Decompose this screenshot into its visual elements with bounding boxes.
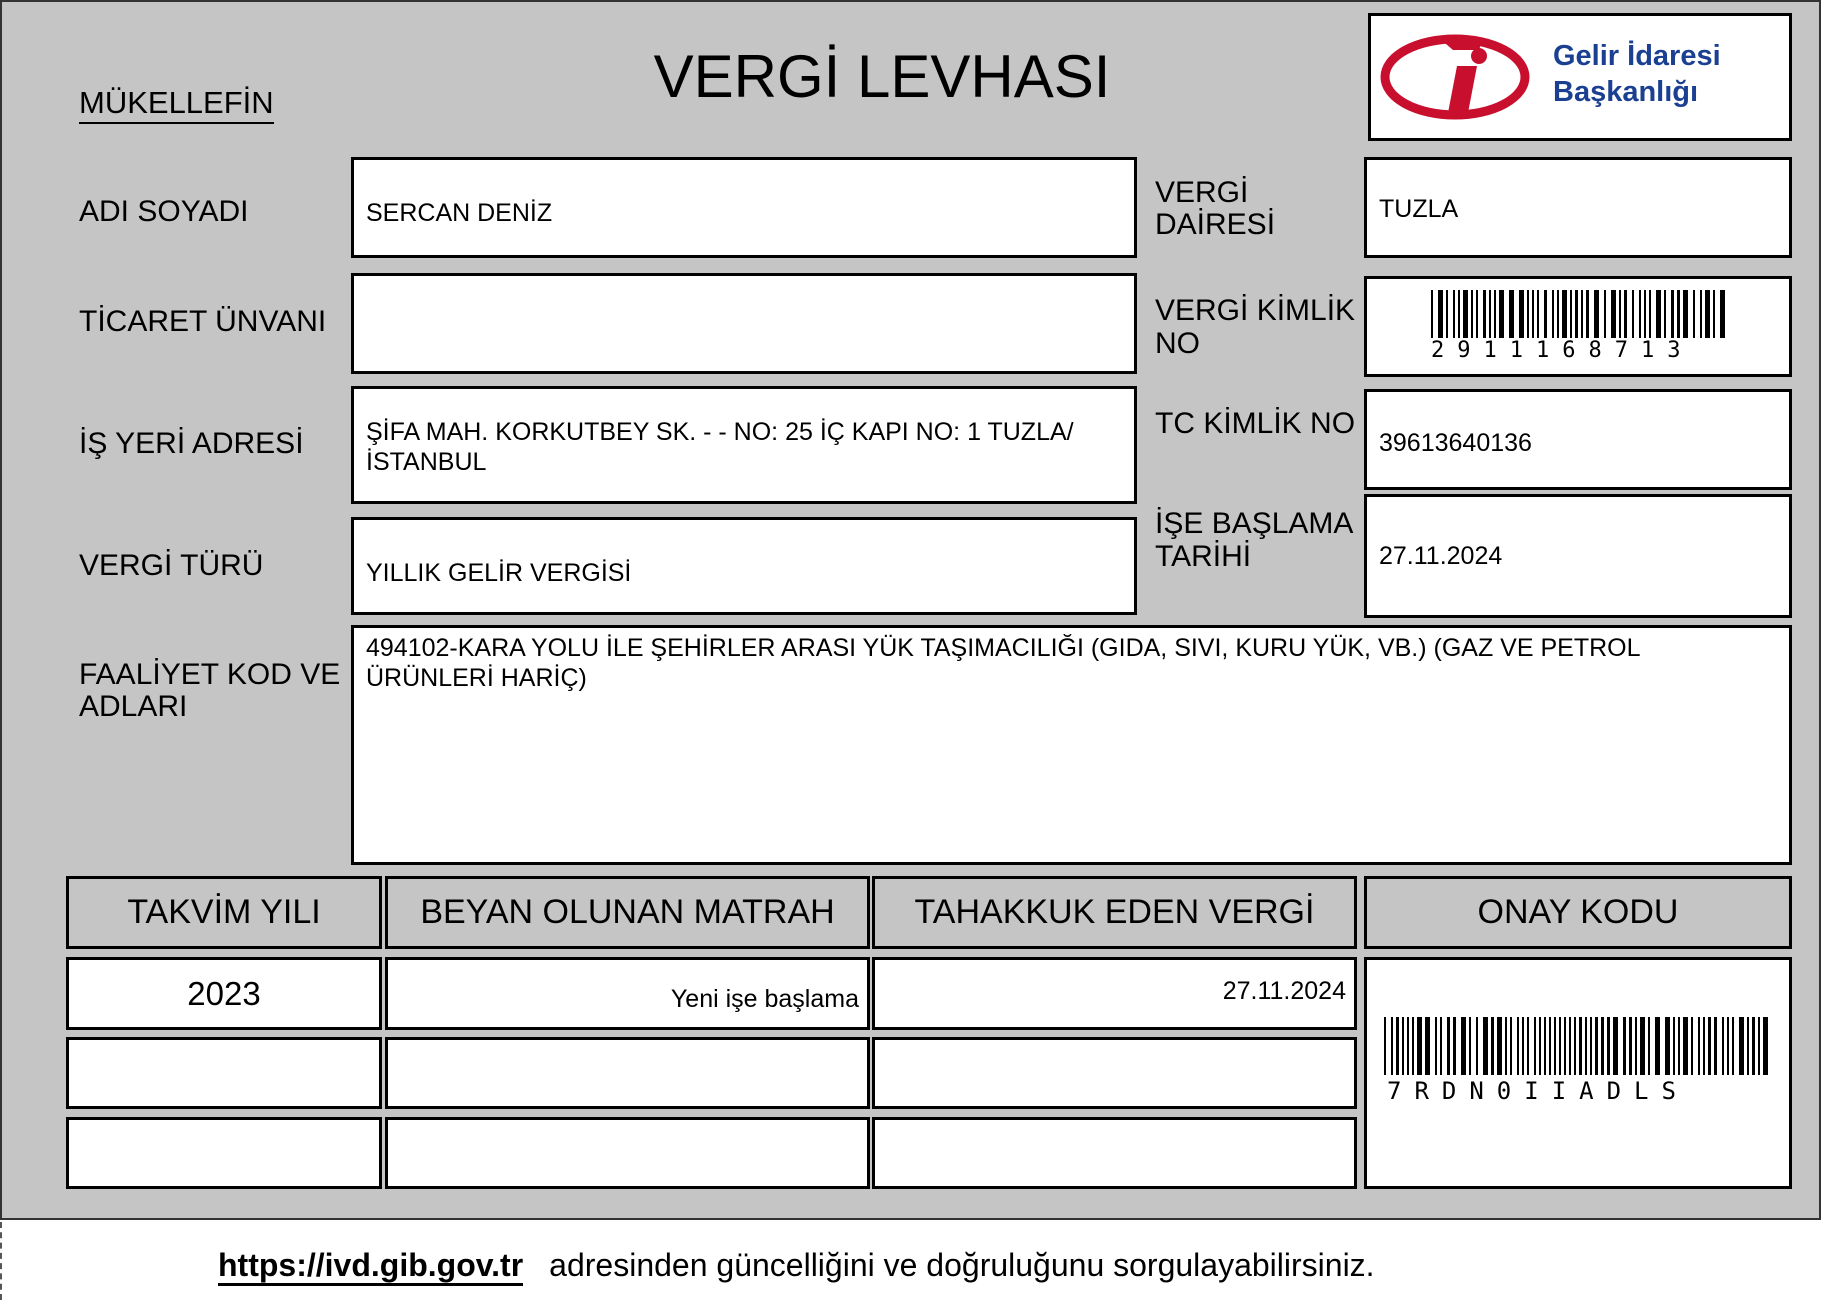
- barcode-bar: [1517, 1017, 1519, 1075]
- barcode-bar: [1722, 1017, 1724, 1075]
- barcode-bar: [1469, 1017, 1471, 1075]
- barcode-bar: [1440, 1017, 1442, 1075]
- label-is-yeri-adresi: İŞ YERİ ADRESİ: [79, 427, 304, 460]
- barcode-bar: [1570, 290, 1572, 338]
- label-faaliyet-line1: FAALİYET KOD VE: [79, 658, 341, 691]
- barcode-bar: [1575, 290, 1578, 338]
- barcode-bar: [1665, 1017, 1670, 1075]
- vkn-barcode: [1431, 290, 1730, 338]
- barcode-bar: [1683, 290, 1688, 338]
- barcode-bar: [1489, 290, 1491, 338]
- barcode-bar: [1594, 290, 1599, 338]
- field-vergi-turu: [351, 517, 1137, 615]
- gib-logo-icon: [1379, 26, 1539, 126]
- onay-kodu-barcode: [1384, 1017, 1771, 1075]
- barcode-bar: [1758, 1017, 1760, 1075]
- barcode-bar: [1458, 290, 1460, 338]
- table-cell-year: [66, 1117, 382, 1189]
- barcode-bar: [1698, 1017, 1700, 1075]
- barcode-bar: [1763, 1017, 1768, 1075]
- verify-link[interactable]: https://ivd.gib.gov.tr: [218, 1247, 523, 1286]
- barcode-bar: [1532, 290, 1534, 338]
- barcode-bar: [1683, 1017, 1688, 1075]
- barcode-bar: [1557, 290, 1559, 338]
- barcode-bar: [1476, 1017, 1478, 1075]
- field-vergi-dairesi: [1364, 157, 1792, 258]
- barcode-bar: [1585, 1017, 1587, 1075]
- table-cell-matrah: [385, 957, 870, 1030]
- barcode-bar: [1544, 1017, 1546, 1075]
- barcode-bar: [1705, 290, 1710, 338]
- barcode-bar: [1391, 1017, 1393, 1075]
- table-cell-vergi: [872, 1037, 1357, 1109]
- barcode-bar: [1544, 290, 1547, 338]
- header-onay-kodu: ONAY KODU: [1364, 876, 1792, 949]
- barcode-bar: [1604, 290, 1606, 338]
- barcode-bar: [1635, 1017, 1637, 1075]
- barcode-bar: [1446, 290, 1448, 338]
- barcode-bar: [1619, 290, 1621, 338]
- barcode-bar: [1727, 1017, 1729, 1075]
- barcode-bar: [1595, 1017, 1598, 1075]
- barcode-bar: [1613, 1017, 1618, 1075]
- barcode-bar: [1562, 290, 1567, 338]
- barcode-bar: [1559, 1017, 1561, 1075]
- barcode-bar: [1463, 290, 1468, 338]
- barcode-bar: [1714, 1017, 1717, 1075]
- barcode-bar: [1453, 290, 1455, 338]
- value-adres-line1: ŞİFA MAH. KORKUTBEY SK. - - NO: 25 İÇ KAPI NO: 1 TUZLA/: [366, 418, 1074, 446]
- value-adres-line2: İSTANBUL: [366, 448, 487, 476]
- barcode-bar: [1649, 290, 1651, 338]
- barcode-bar: [1747, 1017, 1749, 1075]
- barcode-bar: [1497, 1017, 1502, 1075]
- barcode-bar: [1527, 290, 1529, 338]
- barcode-bar: [1431, 290, 1433, 338]
- barcode-bar: [1590, 1017, 1592, 1075]
- barcode-bar: [1505, 1017, 1507, 1075]
- value-vergi-turu: YILLIK GELİR VERGİSİ: [366, 559, 632, 587]
- header-takvim-yili: TAKVİM YILI: [66, 876, 382, 949]
- barcode-bar: [1522, 1017, 1524, 1075]
- barcode-bar: [1435, 1017, 1437, 1075]
- value-vergi-dairesi: TUZLA: [1379, 195, 1459, 223]
- barcode-bar: [1384, 1017, 1386, 1075]
- barcode-bar: [1629, 1017, 1632, 1075]
- footer: [218, 1245, 1375, 1285]
- barcode-bar: [1639, 290, 1641, 338]
- logo-line1: Gelir İdaresi: [1553, 40, 1721, 72]
- barcode-bar: [1447, 1017, 1450, 1075]
- label-tc-kimlik-no: TC KİMLİK NO: [1155, 407, 1356, 440]
- value-matrah-row1: Yeni işe başlama: [670, 985, 859, 1013]
- label-ise-baslama-line2: TARİHİ: [1155, 540, 1252, 573]
- barcode-bar: [1640, 1017, 1645, 1075]
- barcode-bar: [1677, 290, 1680, 338]
- logo-line2: Başkanlığı: [1553, 76, 1699, 108]
- barcode-bar: [1691, 1017, 1693, 1075]
- barcode-bar: [1601, 1017, 1604, 1075]
- field-faaliyet: [351, 625, 1792, 865]
- barcode-bar: [1554, 1017, 1556, 1075]
- barcode-bar: [1453, 1017, 1456, 1075]
- field-ise-baslama-tarihi: [1364, 494, 1792, 618]
- label-vergi-turu: VERGİ TÜRÜ: [79, 549, 264, 582]
- gib-logo: [1368, 13, 1792, 141]
- barcode-bar: [1494, 290, 1496, 338]
- barcode-bar: [1581, 290, 1583, 338]
- label-ise-baslama-line1: İŞE BAŞLAMA: [1155, 507, 1354, 540]
- barcode-bar: [1693, 290, 1695, 338]
- barcode-bar: [1586, 290, 1589, 338]
- barcode-bar: [1499, 290, 1504, 338]
- value-ise-baslama: 27.11.2024: [1379, 542, 1503, 570]
- barcode-bar: [1534, 1017, 1536, 1075]
- label-vergi-dairesi-line2: DAİRESİ: [1155, 208, 1276, 241]
- barcode-bar: [1624, 290, 1627, 338]
- cut-line: [0, 1222, 2, 1300]
- footer-text: adresinden güncelliğini ve doğruluğunu sorgulayabilirsiniz.: [549, 1247, 1375, 1283]
- barcode-bar: [1678, 1017, 1680, 1075]
- barcode-bar: [1510, 1017, 1512, 1075]
- barcode-bar: [1396, 1017, 1399, 1075]
- barcode-bar: [1569, 1017, 1571, 1075]
- label-adi-soyadi: ADI SOYADI: [79, 195, 249, 228]
- value-faaliyet-line2: ÜRÜNLERİ HARİÇ): [366, 664, 587, 692]
- table-cell-matrah: [385, 1117, 870, 1189]
- onay-kodu-text: 7RDN0IIADLS: [1387, 1077, 1689, 1105]
- label-vkn-line2: NO: [1155, 327, 1200, 360]
- value-year-row1: 2023: [187, 975, 261, 1012]
- barcode-bar: [1539, 1017, 1541, 1075]
- barcode-bar: [1438, 290, 1443, 338]
- barcode-bar: [1549, 1017, 1551, 1075]
- barcode-bar: [1519, 290, 1524, 338]
- barcode-bar: [1483, 1017, 1488, 1075]
- barcode-bar: [1402, 1017, 1404, 1075]
- header-tahakkuk-eden-vergi: TAHAKKUK EDEN VERGİ: [872, 876, 1357, 949]
- barcode-bar: [1537, 290, 1539, 338]
- vkn-digits: 2911168713: [1431, 338, 1694, 363]
- table-cell-matrah: [385, 1037, 870, 1109]
- field-vergi-kimlik-no: [1364, 276, 1792, 377]
- label-vergi-dairesi-line1: VERGİ: [1155, 176, 1249, 209]
- barcode-bar: [1664, 290, 1666, 338]
- value-tc-kimlik-no: 39613640136: [1379, 429, 1532, 457]
- barcode-bar: [1648, 1017, 1650, 1075]
- value-adi-soyadi: SERCAN DENİZ: [366, 199, 553, 227]
- barcode-bar: [1461, 1017, 1466, 1075]
- barcode-bar: [1574, 1017, 1576, 1075]
- field-tc-kimlik-no: [1364, 389, 1792, 490]
- page-title: VERGİ LEVHASI: [653, 43, 1111, 110]
- table-cell-year: [66, 957, 382, 1030]
- label-vkn-line1: VERGİ KİMLİK: [1155, 294, 1356, 327]
- barcode-bar: [1673, 1017, 1675, 1075]
- barcode-bar: [1407, 1017, 1409, 1075]
- barcode-bar: [1483, 290, 1486, 338]
- barcode-bar: [1656, 290, 1661, 338]
- barcode-bar: [1708, 1017, 1711, 1075]
- barcode-bar: [1579, 1017, 1582, 1075]
- barcode-bar: [1564, 1017, 1566, 1075]
- label-faaliyet-line2: ADLARI: [79, 690, 188, 723]
- header-beyan-olunan-matrah: BEYAN OLUNAN MATRAH: [385, 876, 870, 949]
- barcode-bar: [1471, 290, 1473, 338]
- barcode-bar: [1607, 1017, 1610, 1075]
- field-adi-soyadi: [351, 157, 1137, 258]
- barcode-bar: [1476, 290, 1478, 338]
- barcode-bar: [1713, 290, 1715, 338]
- table-cell-vergi: [872, 957, 1357, 1030]
- table-cell-year: [66, 1037, 382, 1109]
- field-is-yeri-adresi: [351, 386, 1137, 504]
- barcode-bar: [1491, 1017, 1494, 1075]
- mukellef-heading: MÜKELLEFİN: [79, 86, 274, 124]
- barcode-bar: [1700, 290, 1702, 338]
- barcode-bar: [1632, 290, 1634, 338]
- table-cell-vergi: [872, 1117, 1357, 1189]
- barcode-bar: [1720, 290, 1725, 338]
- field-ticaret-unvani: [351, 273, 1137, 374]
- barcode-bar: [1509, 290, 1514, 338]
- barcode-bar: [1739, 1017, 1744, 1075]
- barcode-bar: [1425, 1017, 1430, 1075]
- barcode-bar: [1703, 1017, 1705, 1075]
- barcode-bar: [1417, 1017, 1422, 1075]
- value-faaliyet-line1: 494102-KARA YOLU İLE ŞEHİRLER ARASI YÜK TAŞIMACILIĞI (GIDA, SIVI, KURU YÜK, VB.) (GAZ VE PETROL: [366, 634, 1641, 662]
- barcode-bar: [1671, 290, 1674, 338]
- onay-kodu-cell: [1364, 957, 1792, 1189]
- barcode-bar: [1732, 1017, 1734, 1075]
- barcode-bar: [1752, 1017, 1755, 1075]
- label-ticaret-unvani: TİCARET ÜNVANI: [79, 305, 327, 338]
- barcode-bar: [1611, 290, 1616, 338]
- barcode-bar: [1412, 1017, 1414, 1075]
- barcode-bar: [1552, 290, 1554, 338]
- value-vergi-row1: 27.11.2024: [1222, 977, 1346, 1005]
- barcode-bar: [1623, 1017, 1626, 1075]
- barcode-bar: [1655, 1017, 1660, 1075]
- barcode-bar: [1527, 1017, 1529, 1075]
- barcode-bar: [1644, 290, 1646, 338]
